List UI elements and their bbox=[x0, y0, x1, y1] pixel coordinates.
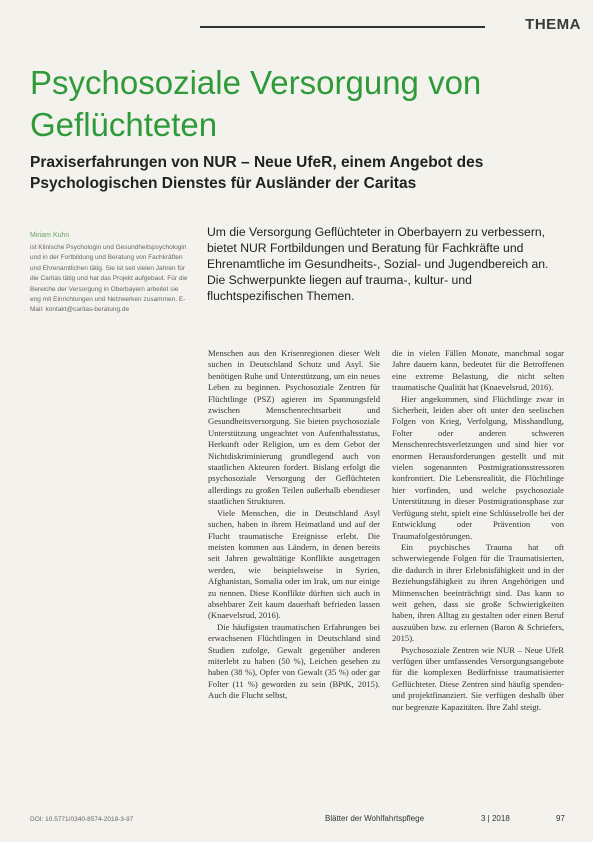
author-box bbox=[30, 232, 190, 316]
body-paragraph: Viele Menschen, die in Deutschland Asyl suchen, haben in ihrem Heimatland und auf der Flucht traumatische Ereignisse erlebt. Die meisten kommen aus Ländern, in denen bereits seit Jahren gewalttätige Konflikte ausgetragen werden, wie beispielsweise in Syrien, Afghanistan, Somalia oder im Irak, um nur einige zu nennen. Diese Konflikte dürften sich auch in absehbarer Zeit kaum dauerhaft befrieden lassen (Knaevelsrud, 2016). bbox=[208, 507, 380, 621]
body-paragraph: Hier angekommen, sind Flüchtlinge zwar in Sicherheit, leiden aber oft unter den seelischen Folgen von Krieg, Verfolgung, Misshandlung, Folter oder anderen schweren Menschenrechtsverletzungen und sind hier vor enormen Herausforderungen gestellt und mit vielen sogenannten Postmigrationsstressoren konfrontiert. Die Lebensrealität, die Flüchtlinge hier vorfinden, und welche psychosoziale Unterstützung in dieser Postmigrationsphase zur Verfügung steht, spielt eine Schlüsselrolle bei der Entwicklung oder Prävention von Traumafolgestörungen. bbox=[392, 393, 564, 541]
body-paragraph: Ein psychisches Trauma hat oft schwerwiegende Folgen für die Traumatisierten, die dadurch in ihrer Erlebnisfähigkeit und in der Beziehungsfähigkeit zu ihren Angehörigen und Mitmenschen beeinträchtigt sind. Das kann so weit gehen, dass sie große Schwierigkeiten haben, ihren Alltag zu gestalten oder einen Beruf auszuüben bzw. zu erlernen (Baron & Schriefers, 2015). bbox=[392, 541, 564, 644]
footer-page-number: 97 bbox=[556, 814, 565, 823]
body-column-1 bbox=[208, 348, 380, 702]
section-label: THEMA bbox=[525, 16, 581, 33]
footer-doi: DOI: 10.5771/0340-8574-2018-3-97 bbox=[30, 816, 134, 823]
body-paragraph: Psychosoziale Zentren wie NUR – Neue UfeR verfügen über umfassendes Versorgungsangebote für die komplexen Bedürfnisse traumatisierter Geflüchteter. Diese Zentren sind häufig spenden- und projektfinanziert. Sie verfügen deshalb über nur begrenzte Kapazitäten. Ihre Zahl steigt. bbox=[392, 644, 564, 712]
section-rule bbox=[200, 26, 485, 28]
footer-issue: 3 | 2018 bbox=[481, 814, 510, 823]
body-column-2 bbox=[392, 348, 564, 713]
author-name: Miriam Kuhn bbox=[30, 232, 70, 239]
lead-paragraph: Um die Versorgung Geflüchteter in Oberbayern zu verbessern, bietet NUR Fortbildungen und Beratung für Fachkräfte und Ehrenamtliche im Gesundheits-, Sozial- und Jugendbereich an. Die Schwerpunkte liegen auf trauma-, kultur- und fluchtspezifischen Themen. bbox=[207, 225, 549, 303]
article-subtitle: Praxiserfahrungen von NUR – Neue UfeR, einem Angebot des Psychologischen Dienstes für Ausländer der Caritas bbox=[30, 154, 484, 192]
author-bio: ist Klinische Psychologin und Gesundheitspsychologin und in der Fortbildung und Beratung von Fachkräften und Ehrenamtlichen tätig. Sie ist seit vielen Jahren für die Caritas tätig und hat das Projekt aufgebaut. Für die Bereiche der Versorgung in Oberbayern arbeitet sie eng mit Einrichtungen und Netzwerken zusammen. E-Mail: kontakt@caritas-beratung.de bbox=[30, 244, 188, 314]
body-paragraph: Menschen aus den Krisenregionen dieser Welt suchen in Deutschland Schutz und Asyl. Sie benötigen Ruhe und Unterstützung, um ein neues Leben zu beginnen. Psychosoziale Zentren für Flüchtlinge (PSZ) agieren im Spannungsfeld zwischen Menschenrechtsarbeit und Gesundheitsversorgung. Sie bieten psychosoziale Unterstützung ungeachtet von Aufenthaltsstatus, Herkunft oder Religion, um es dem Gebot der Nichtdiskriminierung grundlegend auch von staatlichen Akteuren fordert. Bislang erfolgt die psychosoziale Versorgung der Geflüchteten allerdings zu großen Teilen außerhalb ebendieser staatlichen Strukturen. bbox=[208, 348, 380, 507]
body-paragraph: Die häufigsten traumatischen Erfahrungen bei erwachsenen Flüchtlingen in Deutschland sind Studien zufolge, Gewalt gegenüber anderen miterlebt zu haben (50 %), Leichen gesehen zu haben (38 %), Opfer von Gewalt (35 %) oder gar Folter (11 %) geworden zu sein (BPtK, 2015). Auch die Flucht selbst, bbox=[208, 621, 380, 701]
footer-journal: Blätter der Wohlfahrtspflege bbox=[325, 814, 425, 823]
body-paragraph: die in vielen Fällen Monate, manchmal sogar Jahre dauern kann, bedeutet für die Betroffenen eine extreme Belastung, die nicht selten traumatische Qualität hat (Knaevelsrud, 2016). bbox=[392, 348, 564, 393]
article-title: Psychosoziale Versorgung von Geflüchteten bbox=[30, 64, 482, 143]
